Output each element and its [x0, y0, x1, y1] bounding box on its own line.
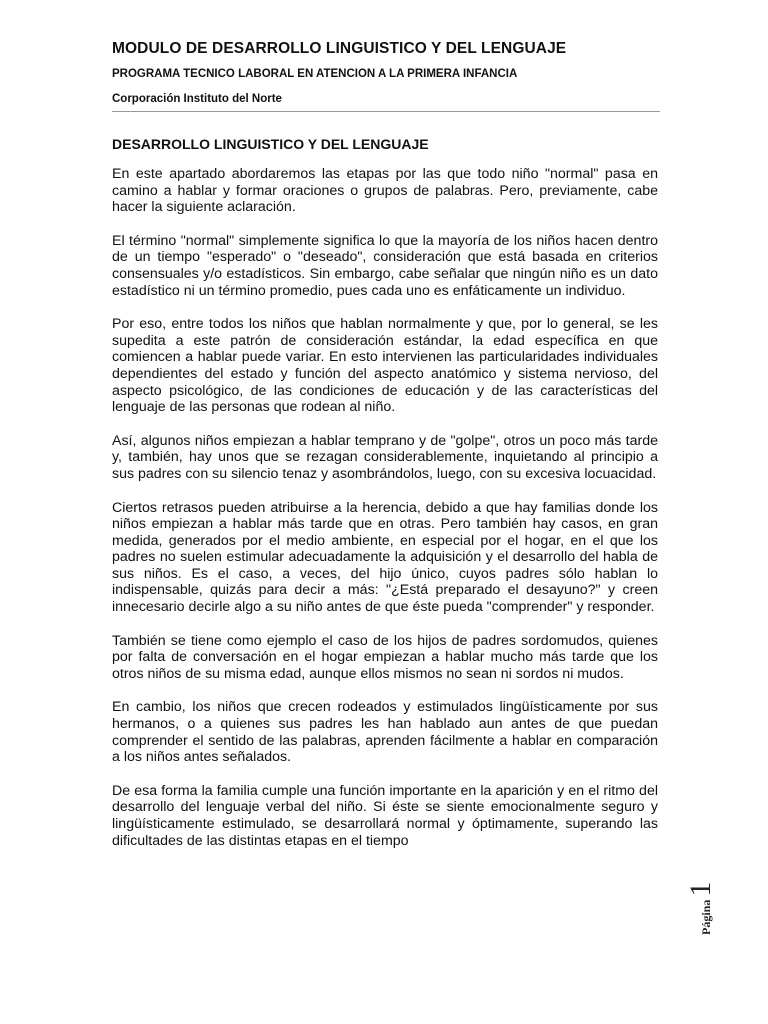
document-body: [112, 136, 658, 866]
paragraph: Así, algunos niños empiezan a hablar temprano y de "golpe", otros un poco más tarde y, también, hay unos que se rezagan considerablemente, inquietando al principio a sus padres con su silencio tenaz y asombrándolos, luego, con su excesiva locuacidad.: [112, 432, 658, 482]
paragraph: Ciertos retrasos pueden atribuirse a la herencia, debido a que hay familias donde los niños empiezan a hablar más tarde que en otras. Pero también hay casos, en gran medida, generados por el medio ambiente, en especial por el hogar, en el que los padres no suelen estimular adecuadamente la adquisición y el desarrollo del habla de sus niños. Es el caso, a veces, del hijo único, cuyos padres sólo hablan lo indispensable, quizás para decir a más: "¿Está preparado el desayuno?" y creen innecesario decirle algo a su niño antes de que éste pueda "comprender" y responder.: [112, 499, 658, 616]
header-divider: [112, 111, 660, 112]
document-header: [112, 40, 660, 112]
paragraph: También se tiene como ejemplo el caso de los hijos de padres sordomudos, quienes por falta de conversación en el hogar empiezan a hablar mucho más tarde que los otros niños de su misma edad, aunque ellos mismos no sean ni sordos ni mudos.: [112, 632, 658, 682]
module-title: MODULO DE DESARROLLO LINGUISTICO Y DEL LENGUAJE: [112, 40, 567, 57]
program-name: PROGRAMA TECNICO LABORAL EN ATENCION A LA PRIMERA INFANCIA: [112, 68, 518, 80]
page-word: Página: [699, 899, 713, 935]
paragraph: En cambio, los niños que crecen rodeados y estimulados lingüísticamente por sus hermanos, o a quienes sus padres les han hablado aun antes de que puedan comprender el sentido de las palabras, aprenden fácilmente a hablar en comparación a los niños antes señalados.: [112, 699, 658, 766]
page-number-label: [686, 882, 716, 935]
paragraph: El término "normal" simplemente significa lo que la mayoría de los niños hacen dentro de un tiempo "esperado" o "deseado", consideración que está basada en criterios consensuales y/o estadísticos. Sin embargo, cabe señalar que ningún niño es un dato estadístico ni un término promedio, pues cada uno es enfáticamente un individuo.: [112, 232, 658, 299]
paragraph: En este apartado abordaremos las etapas por las que todo niño "normal" pasa en camino a hablar y formar oraciones o grupos de palabras. Pero, previamente, cabe hacer la siguiente aclaración.: [112, 166, 658, 216]
institution-name: Corporación Instituto del Norte: [112, 93, 282, 105]
paragraph: Por eso, entre todos los niños que hablan normalmente y que, por lo general, se les supedita a este patrón de consideración estándar, la edad específica en que comiencen a hablar puede variar. En esto intervienen las particularidades individuales dependientes del estado y función del aspecto anatómico y sistema nervioso, del aspecto psicológico, de las condiciones de educación y de las características del lenguaje de las personas que rodean al niño.: [112, 316, 658, 416]
paragraph: De esa forma la familia cumple una función importante en la aparición y en el ritmo del desarrollo del lenguaje verbal del niño. Si éste se siente emocionalmente seguro y lingüísticamente estimulado, se desarrollará normal y óptimamente, superando las dificultades de las distintas etapas en el tiempo: [112, 782, 658, 849]
section-title: DESARROLLO LINGUISTICO Y DEL LENGUAJE: [112, 136, 429, 152]
page-number: 1: [684, 881, 717, 897]
